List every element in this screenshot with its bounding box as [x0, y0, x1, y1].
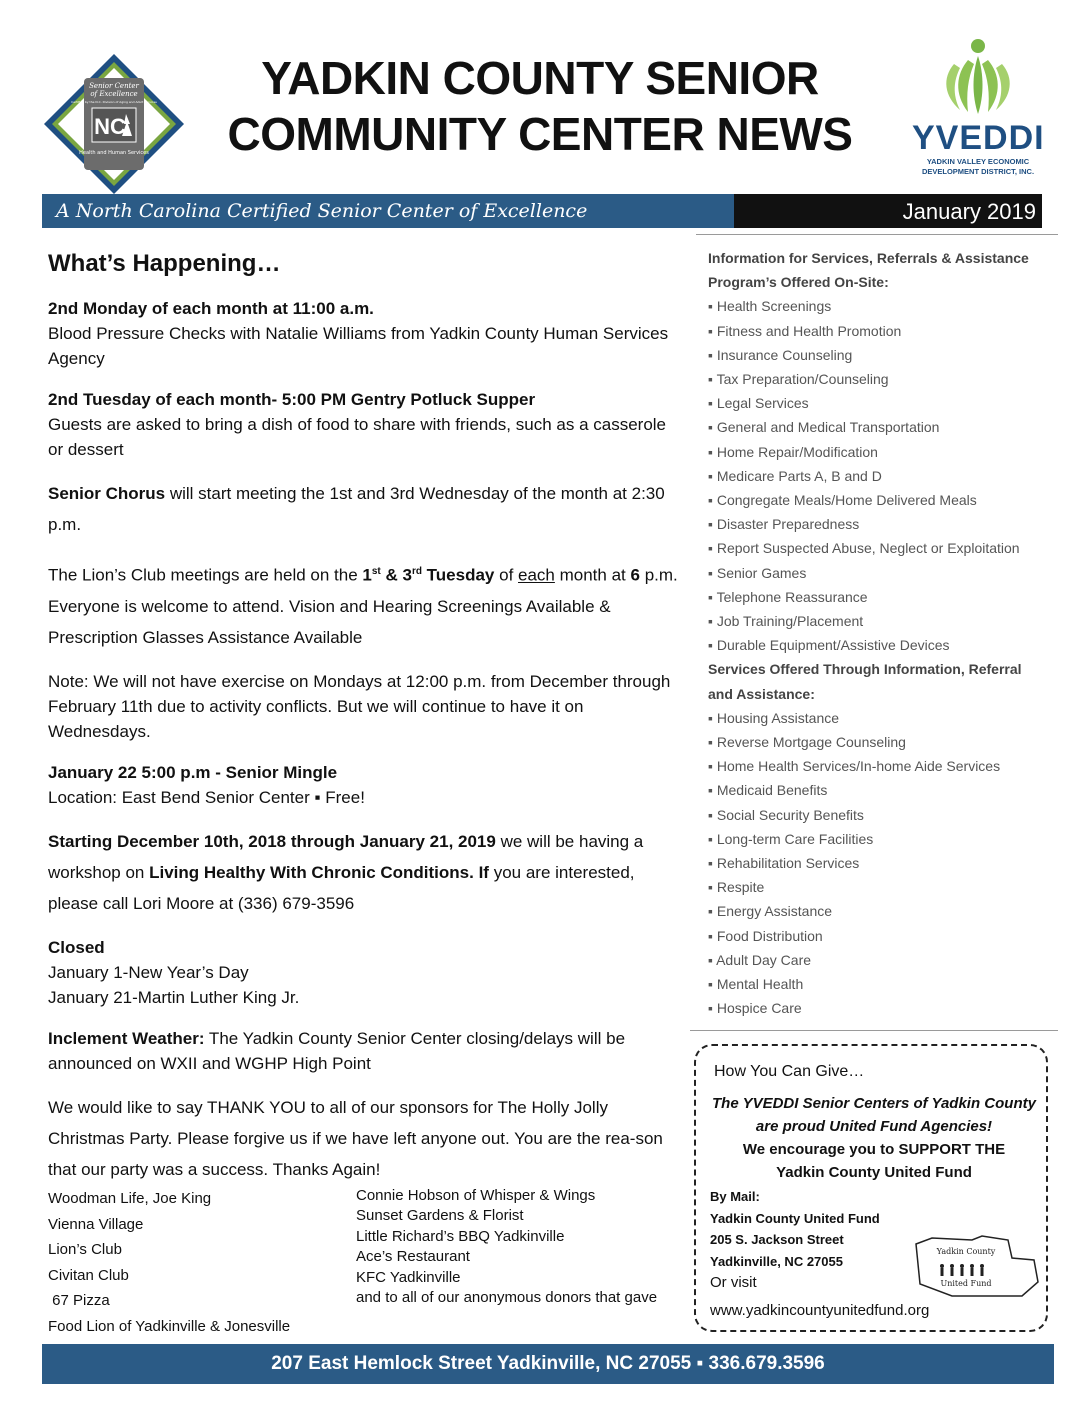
title-line1: YADKIN COUNTY SENIOR — [261, 52, 819, 104]
list-item: ▪ Social Security Benefits — [708, 806, 864, 823]
newsletter-title — [200, 50, 880, 162]
list-item: ▪ Telephone Reassurance — [708, 588, 868, 605]
title-line2: COMMUNITY CENTER NEWS — [227, 108, 853, 160]
list-item: ▪ Legal Services — [708, 395, 809, 412]
list-item: Little Richard’s BBQ Yadkinville — [356, 1227, 565, 1245]
list-item: ▪ Adult Day Care — [708, 951, 812, 968]
footer-address-bar: 207 East Hemlock Street Yadkinville, NC 27055 ▪ 336.679.3596 — [42, 1344, 1054, 1384]
list-item: ▪ Energy Assistance — [708, 903, 833, 920]
list-item: ▪ Reverse Mortgage Counseling — [708, 734, 906, 751]
event-workshop: Starting December 10th, 2018 through January 21, 2019 we will be having a workshop on Living Healthy With Chronic Conditions. If you are interested, please call Lori Moore at (336) 679-3596 — [48, 831, 644, 913]
list-item: ▪ Medicaid Benefits — [708, 782, 828, 799]
list-item: ▪ Housing Assistance — [708, 709, 840, 726]
issue-date: January 2019 — [902, 199, 1036, 224]
whats-happening-section — [48, 248, 678, 1201]
list-item: Vienna Village — [48, 1215, 144, 1233]
closed-dates: Closed January 1-New Year’s Day January 21-Martin Luther King Jr. — [48, 937, 300, 1007]
list-item: ▪ Home Repair/Modification — [708, 443, 878, 460]
tagline: A North Carolina Certified Senior Center of Excellence — [56, 200, 588, 222]
yveddi-wordmark: YVEDDI — [912, 119, 1045, 157]
united-fund-url[interactable]: www.yadkincountyunitedfund.org — [710, 1301, 930, 1319]
badge-state: NC — [94, 114, 126, 139]
senior-center-excellence-badge — [42, 52, 186, 196]
list-item: ▪ Mental Health — [708, 976, 804, 993]
yveddi-subtitle: YADKIN VALLEY ECONOMIC DEVELOPMENT DISTRICT, INC. — [921, 157, 1035, 176]
list-item: Connie Hobson of Whisper & Wings — [356, 1187, 596, 1204]
event-blood-pressure: 2nd Monday of each month at 11:00 a.m. Blood Pressure Checks with Natalie Williams from Yadkin County Human Services Agency — [48, 299, 669, 368]
sidebar-subheading-onsite: Program’s Offered On-Site: — [708, 274, 889, 291]
list-item: ▪ Senior Games — [708, 564, 807, 581]
list-item: ▪ Insurance Counseling — [708, 346, 853, 363]
list-item: Sunset Gardens & Florist — [356, 1207, 524, 1225]
section-heading: What’s Happening… — [48, 250, 281, 277]
list-item: Woodman Life, Joe King — [48, 1190, 212, 1207]
list-item: ▪ Congregate Meals/Home Delivered Meals — [708, 492, 977, 509]
badge-line3: Certified by the N.C. Division of Aging and Adult Services — [71, 100, 157, 104]
list-item: Food Lion of Yadkinville & Jonesville — [48, 1317, 291, 1335]
list-item: ▪ Tax Preparation/Counseling — [708, 371, 889, 388]
exercise-note: Note: We will not have exercise on Mondays at 12:00 p.m. from December through February 11th due to activity conflicts. But we will continue to have it on Wednesdays. — [48, 671, 671, 741]
list-item: ▪ Report Suspected Abuse, Neglect or Exploitation — [708, 540, 1020, 557]
list-item: Civitan Club — [48, 1266, 129, 1284]
logo-text-line2: United Fund — [940, 1279, 992, 1288]
sidebar-heading: Information for Services, Referrals & Assistance — [708, 250, 1029, 266]
sponsors-list-left — [48, 1186, 348, 1339]
list-item: and to all of our anonymous donors that gave — [356, 1289, 658, 1307]
divider — [690, 1030, 1058, 1031]
list-item: ▪ Disaster Preparedness — [708, 516, 860, 533]
list-item: ▪ Rehabilitation Services — [708, 855, 860, 872]
list-item: ▪ Fitness and Health Promotion — [708, 322, 902, 339]
sponsors-list-right — [356, 1186, 676, 1308]
inclement-weather: Inclement Weather: The Yadkin County Senior Center closing/delays will be announced on WXII and WGHP High Point — [48, 1028, 626, 1073]
list-item: ▪ Health Screenings — [708, 298, 832, 315]
list-item: ▪ Job Training/Placement — [708, 613, 864, 630]
yveddi-logo — [912, 38, 1044, 178]
list-item: ▪ Food Distribution — [708, 927, 823, 944]
list-item: Lion’s Club — [48, 1241, 122, 1258]
event-senior-mingle: January 22 5:00 p.m - Senior Mingle Location: East Bend Senior Center ▪ Free! — [48, 762, 365, 807]
give-title: How You Can Give… — [714, 1063, 865, 1080]
list-item: Ace’s Restaurant — [356, 1248, 470, 1266]
list-item: ▪ Medicare Parts A, B and D — [708, 467, 882, 484]
sidebar-subheading-referral: Services Offered Through Information, Referral and Assistance: — [708, 661, 1022, 702]
event-lions-club: The Lion’s Club meetings are held on the 1st & 3rd Tuesday of each month at 6 p.m. Everyone is welcome to attend. Vision and Hearing Screenings Available & Prescription Glasses Assistance Available — [48, 565, 678, 647]
list-item: 67 Pizza — [48, 1292, 110, 1309]
logo-text-line1: Yadkin County — [936, 1247, 996, 1256]
event-potluck: 2nd Tuesday of each month- 5:00 PM Gentry Potluck Supper Guests are asked to bring a dish of food to share with friends, such as a casserole or dessert — [48, 390, 667, 459]
divider — [696, 234, 1058, 235]
thank-you-note: We would like to say THANK YOU to all of our sponsors for The Holly Jolly Christmas Party. Please forgive us if we have left anyone out. You are the rea-son that our party was a success. Thanks Again! — [48, 1097, 663, 1179]
give-message: The YVEDDI Senior Centers of Yadkin County are proud United Fund Agencies! We encourage you to SUPPORT THE Yadkin County United Fund — [712, 1095, 1036, 1181]
yadkin-county-map-logo — [912, 1234, 1042, 1300]
list-item: ▪ Hospice Care — [708, 1000, 802, 1017]
list-item: ▪ General and Medical Transportation — [708, 419, 940, 436]
list-item: ▪ Long-term Care Facilities — [708, 830, 874, 847]
list-item: ▪ Respite — [708, 879, 765, 896]
list-item: ▪ Home Health Services/In-home Aide Services — [708, 758, 1001, 775]
badge-line2: of Excellence — [90, 90, 138, 98]
event-senior-chorus: Senior Chorus will start meeting the 1st and 3rd Wednesday of the month at 2:30 p.m. — [48, 484, 665, 534]
people-figures-icon — [938, 38, 1018, 116]
list-item: ▪ Durable Equipment/Assistive Devices — [708, 637, 950, 654]
list-item: KFC Yadkinville — [356, 1268, 461, 1286]
badge-line1: Senior Center — [89, 82, 139, 90]
mail-address: By Mail: Yadkin County United Fund 205 S. Jackson Street Yadkinville, NC 27055 Or visit www.yadkincountyunitedfund.org — [710, 1186, 930, 1321]
badge-line4: Health and Human Services — [79, 150, 149, 156]
services-sidebar — [708, 246, 1058, 1021]
